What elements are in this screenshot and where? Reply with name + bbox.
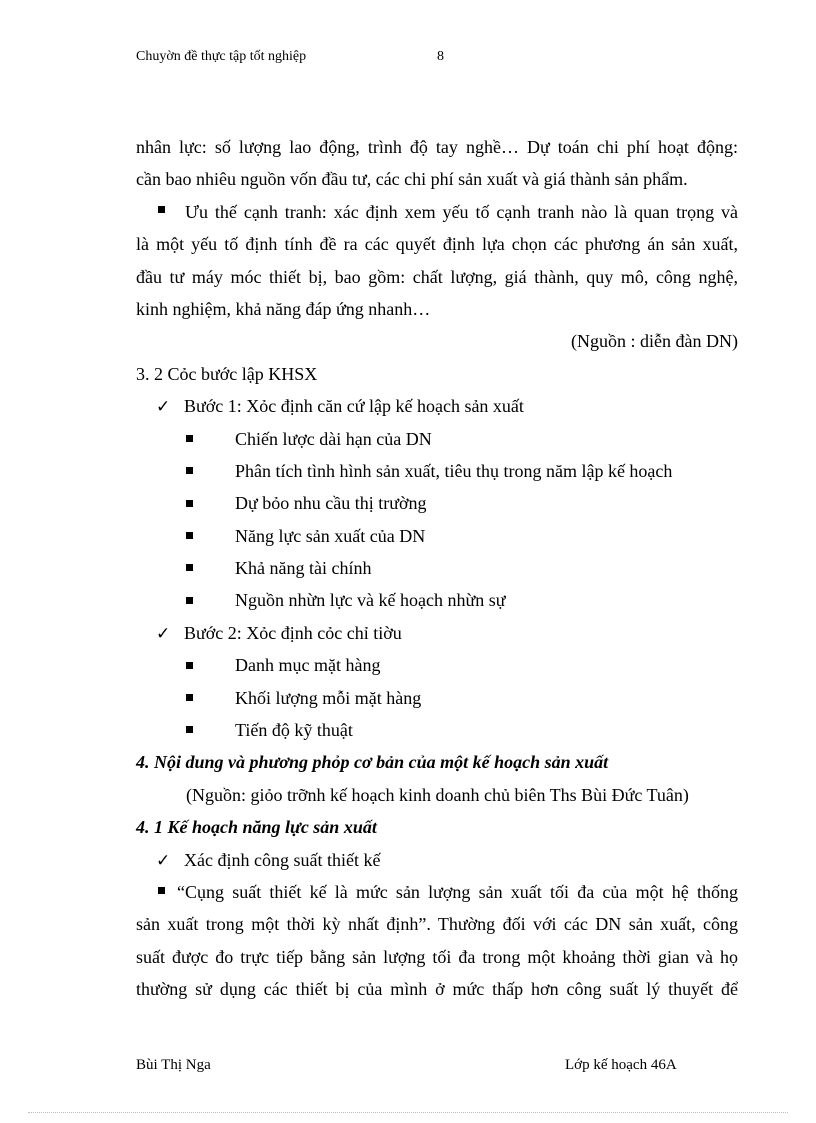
footer-class: Lớp kế hoạch 46A xyxy=(565,1057,677,1073)
paragraph-line: nhân lực: số lượng lao động, trình độ tay nghề… Dự toán chi phí hoạt động: xyxy=(136,137,738,157)
section-heading: 3. 2 Cỏc bước lập KHSX xyxy=(136,363,318,384)
checkmark-icon: ✓ xyxy=(156,850,171,871)
square-bullet-icon xyxy=(186,500,193,507)
square-bullet-icon xyxy=(186,532,193,539)
checkmark-icon: ✓ xyxy=(156,397,171,418)
check-item-label: Bước 2: Xỏc định cỏc chỉ tiờu xyxy=(184,622,402,643)
square-bullet-icon xyxy=(186,435,193,442)
list-item-label: Danh mục mặt hàng xyxy=(235,655,381,676)
paragraph-line: sản xuất trong một thời kỳ nhất định”. Thường đối với các DN sản xuất, công xyxy=(136,914,738,935)
checkmark-icon: ✓ xyxy=(156,623,171,644)
list-item xyxy=(136,423,738,455)
list-item xyxy=(136,682,738,714)
source-citation: (Nguồn: giỏo trỡnh kế hoạch kinh doanh chủ biên Ths Bùi Đức Tuân) xyxy=(186,784,689,805)
list-item-label: Năng lực sản xuất của DN xyxy=(235,525,426,546)
check-item-capacity xyxy=(136,844,738,876)
list-item-label: Phân tích tình hình sản xuất, tiêu thụ trong năm lập kế hoạch xyxy=(235,460,673,481)
paragraph-text: “Cụng suất thiết kế là mức sản lượng sản xuất tối đa của một hệ thống xyxy=(177,881,738,902)
paragraph-line: suất được đo trực tiếp bằng sản lượng tối đa trong một khoảng thời gian và họ xyxy=(136,946,738,967)
document-body xyxy=(136,131,738,1006)
list-item-label: Khả năng tài chính xyxy=(235,558,372,579)
list-item xyxy=(136,520,738,552)
square-bullet-icon xyxy=(186,564,193,571)
paragraph-line: cần bao nhiêu nguồn vốn đầu tư, các chi phí sản xuất và giá thành sản phẩm. xyxy=(136,169,688,190)
check-item-step1 xyxy=(136,390,738,422)
square-bullet-icon xyxy=(186,726,193,733)
square-bullet-icon xyxy=(158,887,165,894)
section-heading-4: 4. Nội dung và phương phỏp cơ bản của một kế hoạch sản xuất xyxy=(136,752,609,773)
paragraph-line: thường sử dụng các thiết bị của mình ở mức thấp hơn công suất lý thuyết để xyxy=(136,979,738,1000)
list-item-label: Dự bỏo nhu cầu thị trường xyxy=(235,493,427,514)
paragraph-line: kinh nghiệm, khả năng đáp ứng nhanh… xyxy=(136,298,431,319)
list-item xyxy=(136,649,738,681)
list-item-label: Nguồn nhừn lực và kế hoạch nhừn sự xyxy=(235,590,506,611)
list-item-label: Khối lượng mỗi mặt hàng xyxy=(235,687,422,708)
list-item xyxy=(136,487,738,519)
bullet-paragraph-line xyxy=(136,196,738,228)
list-item-label: Chiến lược dài hạn của DN xyxy=(235,428,432,449)
check-item-label: Xác định công suất thiết kế xyxy=(184,849,381,870)
page-bottom-divider xyxy=(28,1112,788,1113)
square-bullet-icon xyxy=(186,662,193,669)
list-item xyxy=(136,455,738,487)
paragraph-line: đầu tư máy móc thiết bị, bao gồm: chất lượng, giá thành, quy mô, công nghệ, xyxy=(136,266,738,287)
square-bullet-icon xyxy=(186,694,193,701)
square-bullet-icon xyxy=(158,206,165,213)
running-header-title: Chuyờn đề thực tập tốt nghiệp xyxy=(136,49,307,64)
square-bullet-icon xyxy=(186,597,193,604)
list-item xyxy=(136,584,738,616)
check-item-label: Bước 1: Xỏc định căn cứ lập kế hoạch sản xuất xyxy=(184,396,524,417)
footer-author: Bùi Thị Nga xyxy=(136,1057,211,1073)
square-bullet-icon xyxy=(186,467,193,474)
page-number: 8 xyxy=(437,49,444,64)
list-item xyxy=(136,714,738,746)
list-item-label: Tiến độ kỹ thuật xyxy=(235,720,353,741)
paragraph-text: Ưu thế cạnh tranh: xác định xem yếu tố cạnh tranh nào là quan trọng và xyxy=(185,201,738,222)
check-item-step2 xyxy=(136,617,738,649)
section-heading-4-1: 4. 1 Kế hoạch năng lực sản xuất xyxy=(136,817,377,838)
list-item xyxy=(136,552,738,584)
source-citation: (Nguồn : diễn đàn DN) xyxy=(571,331,738,352)
bullet-paragraph-line xyxy=(136,876,738,908)
paragraph-line: là một yếu tố định tính đề ra các quyết định lựa chọn các phương án sản xuất, xyxy=(136,234,738,255)
